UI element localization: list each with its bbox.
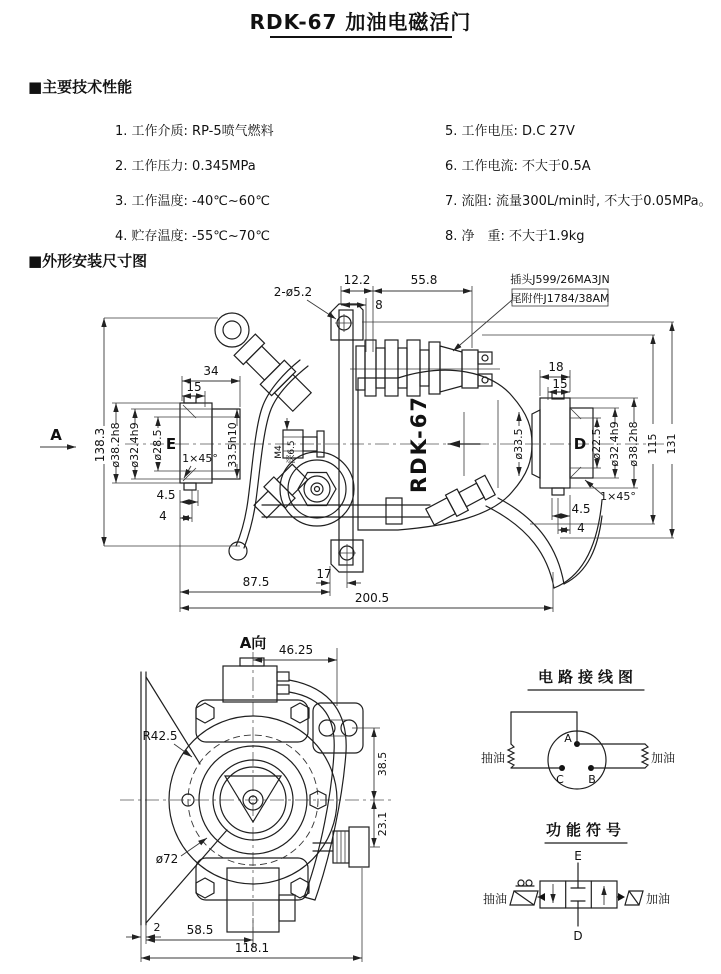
depth-label: 深6.5 [287, 440, 297, 464]
symbol-title: 功能符号 [545, 821, 627, 839]
svg-text:4.5: 4.5 [571, 502, 591, 516]
pin-a-label: A [564, 732, 572, 745]
callout-connector [453, 272, 610, 351]
svg-text:4: 4 [577, 521, 585, 535]
svg-text:34: 34 [203, 364, 219, 378]
svg-text:ø32.4h9: ø32.4h9 [128, 422, 141, 468]
dim-top-55-8 [373, 273, 472, 348]
svg-text:12.2: 12.2 [343, 273, 371, 287]
svg-text:138.3: 138.3 [93, 427, 107, 463]
spec-item-4: 4. 贮存温度: -55℃~70℃ [115, 229, 270, 244]
dim-right-15 [548, 377, 570, 400]
svg-text:1×45°: 1×45° [600, 490, 636, 503]
valve-body [358, 370, 532, 530]
symbol-right-label: 加油 [645, 892, 671, 906]
svg-text:118.1: 118.1 [234, 941, 270, 955]
svg-text:33.5h10: 33.5h10 [226, 422, 239, 468]
svg-text:4: 4 [159, 509, 167, 523]
coil-right [642, 744, 648, 768]
wiring-right-label: 加油 [650, 751, 676, 765]
port-e-label: E [165, 435, 177, 453]
svg-text:1×45°: 1×45° [182, 452, 218, 465]
svg-text:ø33.5: ø33.5 [512, 428, 525, 460]
spec-item-6: 6. 工作电流: 不大于0.5A [445, 159, 591, 174]
view-direction-a [40, 426, 76, 447]
svg-text:ø32.4h9: ø32.4h9 [608, 421, 621, 467]
dim-bottom-17 [316, 562, 361, 588]
product-label: RDK-67 [407, 395, 431, 493]
svg-text:18: 18 [548, 360, 564, 374]
specs-header: ■主要技术性能 [28, 78, 133, 96]
svg-text:131: 131 [665, 433, 678, 455]
svg-text:87.5: 87.5 [242, 575, 270, 589]
aux-thumbscrew [313, 827, 369, 867]
inlet-arm-upper [215, 313, 314, 414]
wiring-left-label: 抽油 [480, 751, 506, 765]
spec-item-8: 8. 净 重: 不大于1.9kg [445, 229, 585, 244]
dims-header: ■外形安装尺寸图 [28, 252, 148, 270]
svg-text:插头J599/26MA3JN: 插头J599/26MA3JN [510, 273, 610, 286]
port-d-label: D [573, 435, 587, 453]
wiring-diagram [481, 668, 675, 789]
svg-text:23.1: 23.1 [376, 811, 389, 837]
dim-neck-33-5 [512, 412, 525, 476]
pin-c-label: C [556, 773, 564, 786]
function-symbol [483, 821, 670, 943]
spec-item-3: 3. 工作温度: -40℃~60℃ [115, 194, 270, 209]
symbol-port-d: D [573, 929, 583, 943]
aux-view-label: A向 [239, 634, 267, 652]
dim-height-131 [665, 322, 678, 538]
symbol-left-label: 抽油 [482, 892, 508, 906]
svg-text:17: 17 [316, 567, 332, 581]
spec-item-1: 1. 工作介质: RP-5喷气燃料 [115, 124, 274, 139]
spec-item-2: 2. 工作压力: 0.345MPa [115, 159, 256, 174]
symbol-port-e: E [574, 849, 582, 863]
svg-text:15: 15 [552, 377, 568, 391]
dim-height-115 [646, 335, 659, 524]
aux-solenoid [223, 658, 289, 702]
dim-23-1 [370, 800, 389, 847]
callout-chamfer-right [585, 480, 636, 503]
svg-text:R42.5: R42.5 [142, 729, 178, 743]
svg-text:200.5: 200.5 [354, 591, 390, 605]
coil-left [508, 744, 514, 768]
svg-text:ø28.5: ø28.5 [151, 429, 164, 461]
svg-text:8: 8 [375, 298, 383, 312]
dim-118-1 [141, 868, 362, 962]
dim-bore-33-5h10 [226, 409, 239, 478]
svg-text:4.5: 4.5 [156, 488, 176, 502]
callout-holes [274, 285, 336, 319]
wiring-title: 电路接线图 [537, 668, 639, 686]
svg-text:ø72: ø72 [155, 852, 179, 866]
m4-label: M4 [274, 445, 284, 459]
solenoid-symbol-right [617, 891, 643, 905]
svg-text:ø38.2h8: ø38.2h8 [109, 422, 122, 468]
svg-text:15: 15 [186, 380, 202, 394]
svg-text:A: A [50, 426, 62, 444]
spec-item-5: 5. 工作电压: D.C 27V [445, 124, 575, 139]
dim-38-5 [352, 728, 389, 800]
spec-item-7: 7. 流阻: 流量300L/min时, 不大于0.05MPa。 [445, 194, 712, 209]
dim-46-25 [253, 643, 337, 706]
dim-bore-22-5 [590, 418, 603, 468]
svg-text:2-ø5.2: 2-ø5.2 [273, 285, 313, 299]
loop-handle [215, 313, 249, 347]
svg-text:55.8: 55.8 [410, 273, 438, 287]
dim-r42-5 [142, 729, 192, 757]
svg-text:ø38.2h8: ø38.2h8 [627, 421, 640, 467]
pin-b-label: B [588, 773, 596, 786]
dim-2 [126, 921, 161, 962]
svg-text:ø22.5: ø22.5 [590, 428, 603, 460]
svg-text:58.5: 58.5 [186, 923, 214, 937]
svg-text:38.5: 38.5 [376, 751, 389, 777]
svg-text:46.25: 46.25 [278, 643, 314, 657]
svg-text:尾附件J1784/38AM: 尾附件J1784/38AM [510, 292, 610, 305]
page-title: RDK-67 加油电磁活门 [249, 10, 472, 34]
svg-text:115: 115 [646, 433, 659, 455]
main-drawing [40, 272, 678, 612]
svg-text:2: 2 [153, 921, 161, 934]
aux-drawing [120, 634, 395, 962]
